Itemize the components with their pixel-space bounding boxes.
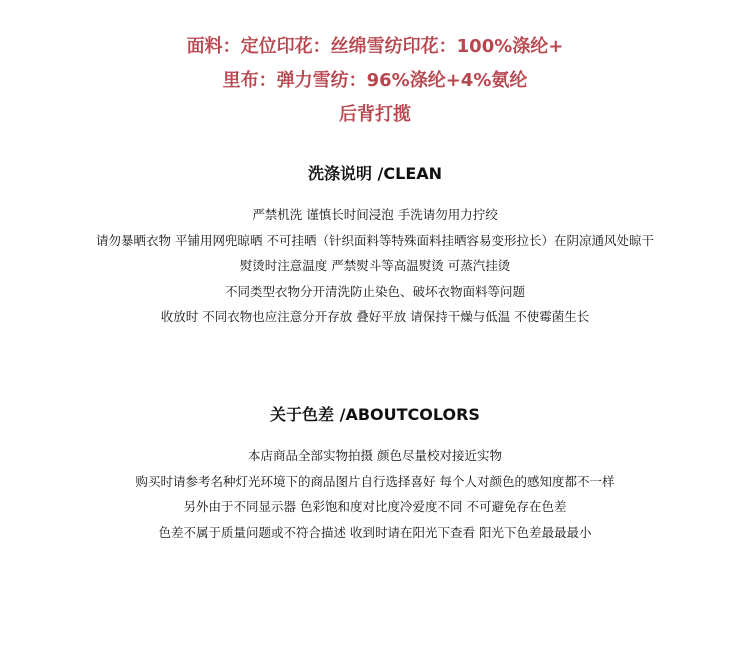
care-instruction-line: 不同类型衣物分开清洗防止染色、破坏衣物面料等问题 — [224, 283, 525, 299]
care-instruction-line: 收放时 不同衣物也应注意分开存放 叠好平放 请保持干燥与低温 不使霉菌生长 — [160, 309, 590, 324]
color-difference-list — [0, 443, 750, 545]
color-difference-line: 本店商品全部实物拍摄 颜色尽量校对接近实物 — [248, 448, 502, 463]
care-instruction-line: 请勿暴晒衣物 平铺用网兜晾晒 不可挂晒（针织面料等特殊面料挂晒容易变形拉长）在阴凉通风处晾干 — [96, 232, 654, 248]
care-instructions-section — [0, 162, 750, 330]
color-difference-title: 关于色差 /ABOUTCOLORS — [270, 405, 480, 424]
fabric-material-line: 面料：定位印花：丝绵雪纺印花：100%涤纶+ — [186, 36, 564, 57]
color-difference-section — [0, 403, 750, 545]
color-difference-line: 购买时请参考名种灯光环境下的商品图片自行选择喜好 每个人对颜色的感知度都不一样 — [135, 473, 615, 489]
color-difference-line: 另外由于不同显示器 色彩饱和度对比度冷爱度不同 不可避免存在色差 — [183, 499, 567, 514]
fabric-back-detail-line: 后背打揽 — [339, 104, 411, 125]
fabric-info — [0, 30, 750, 132]
care-instruction-line: 严禁机洗 谨慎长时间浸泡 手洗请勿用力拧绞 — [252, 207, 498, 222]
fabric-lining-line: 里布：弹力雪纺：96%涤纶+4%氨纶 — [222, 70, 528, 91]
care-instructions-list — [0, 202, 750, 330]
care-instructions-title: 洗涤说明 /CLEAN — [307, 164, 443, 183]
care-instruction-line: 熨烫时注意温度 严禁熨斗等高温熨烫 可蒸汽挂烫 — [239, 258, 511, 273]
color-difference-line: 色差不属于质量问题或不符合描述 收到时请在阳光下查看 阳光下色差最最最小 — [158, 524, 592, 540]
